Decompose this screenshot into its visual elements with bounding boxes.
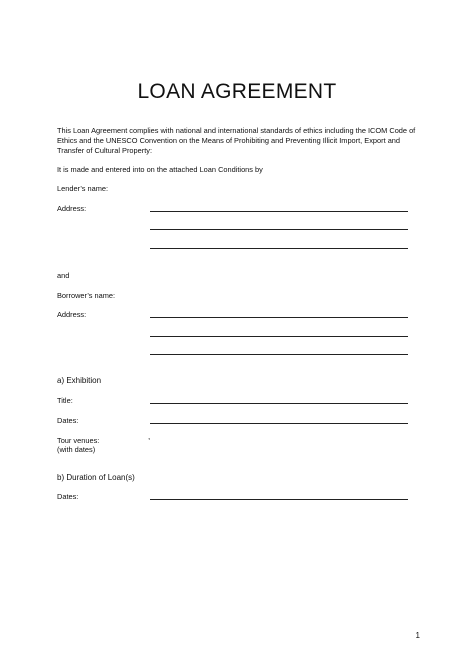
- exhibition-title-label: Title:: [57, 396, 73, 405]
- section-exhibition-heading: a) Exhibition: [57, 376, 102, 385]
- exhibition-dates-label: Dates:: [57, 416, 79, 425]
- intro-paragraph: This Loan Agreement complies with national and international standards of ethics including the ICOM Code of Ethics and the UNESCO Convention on the Means of Prohibiting and Preventing Illicit Import, Export and Transfer of Cultural Property:: [57, 126, 416, 155]
- borrower-address-line-3[interactable]: [150, 354, 408, 355]
- loan-dates-line[interactable]: [150, 499, 408, 500]
- exhibition-title-line[interactable]: [150, 403, 408, 404]
- page-number: 1: [415, 631, 420, 640]
- borrower-address-line-1[interactable]: [150, 317, 408, 318]
- tour-venues-sublabel: (with dates): [57, 445, 96, 454]
- lender-address-line-3[interactable]: [150, 248, 408, 249]
- made-entered-text: It is made and entered into on the attached Loan Conditions by: [57, 165, 263, 174]
- tour-venues-mark: ,: [148, 432, 151, 441]
- document-title: LOAN AGREEMENT: [137, 80, 337, 103]
- loan-dates-label: Dates:: [57, 492, 79, 501]
- lender-address-line-2[interactable]: [150, 229, 408, 230]
- section-duration-heading: b) Duration of Loan(s): [57, 473, 135, 482]
- borrower-address-label: Address:: [57, 310, 87, 319]
- borrower-name-label: Borrower’s name:: [57, 291, 116, 300]
- lender-name-label: Lender’s name:: [57, 184, 109, 193]
- tour-venues-label: Tour venues:: [57, 436, 100, 445]
- and-label: and: [57, 271, 70, 280]
- lender-address-line-1[interactable]: [150, 211, 408, 212]
- lender-address-label: Address:: [57, 204, 87, 213]
- borrower-address-line-2[interactable]: [150, 336, 408, 337]
- exhibition-dates-line[interactable]: [150, 423, 408, 424]
